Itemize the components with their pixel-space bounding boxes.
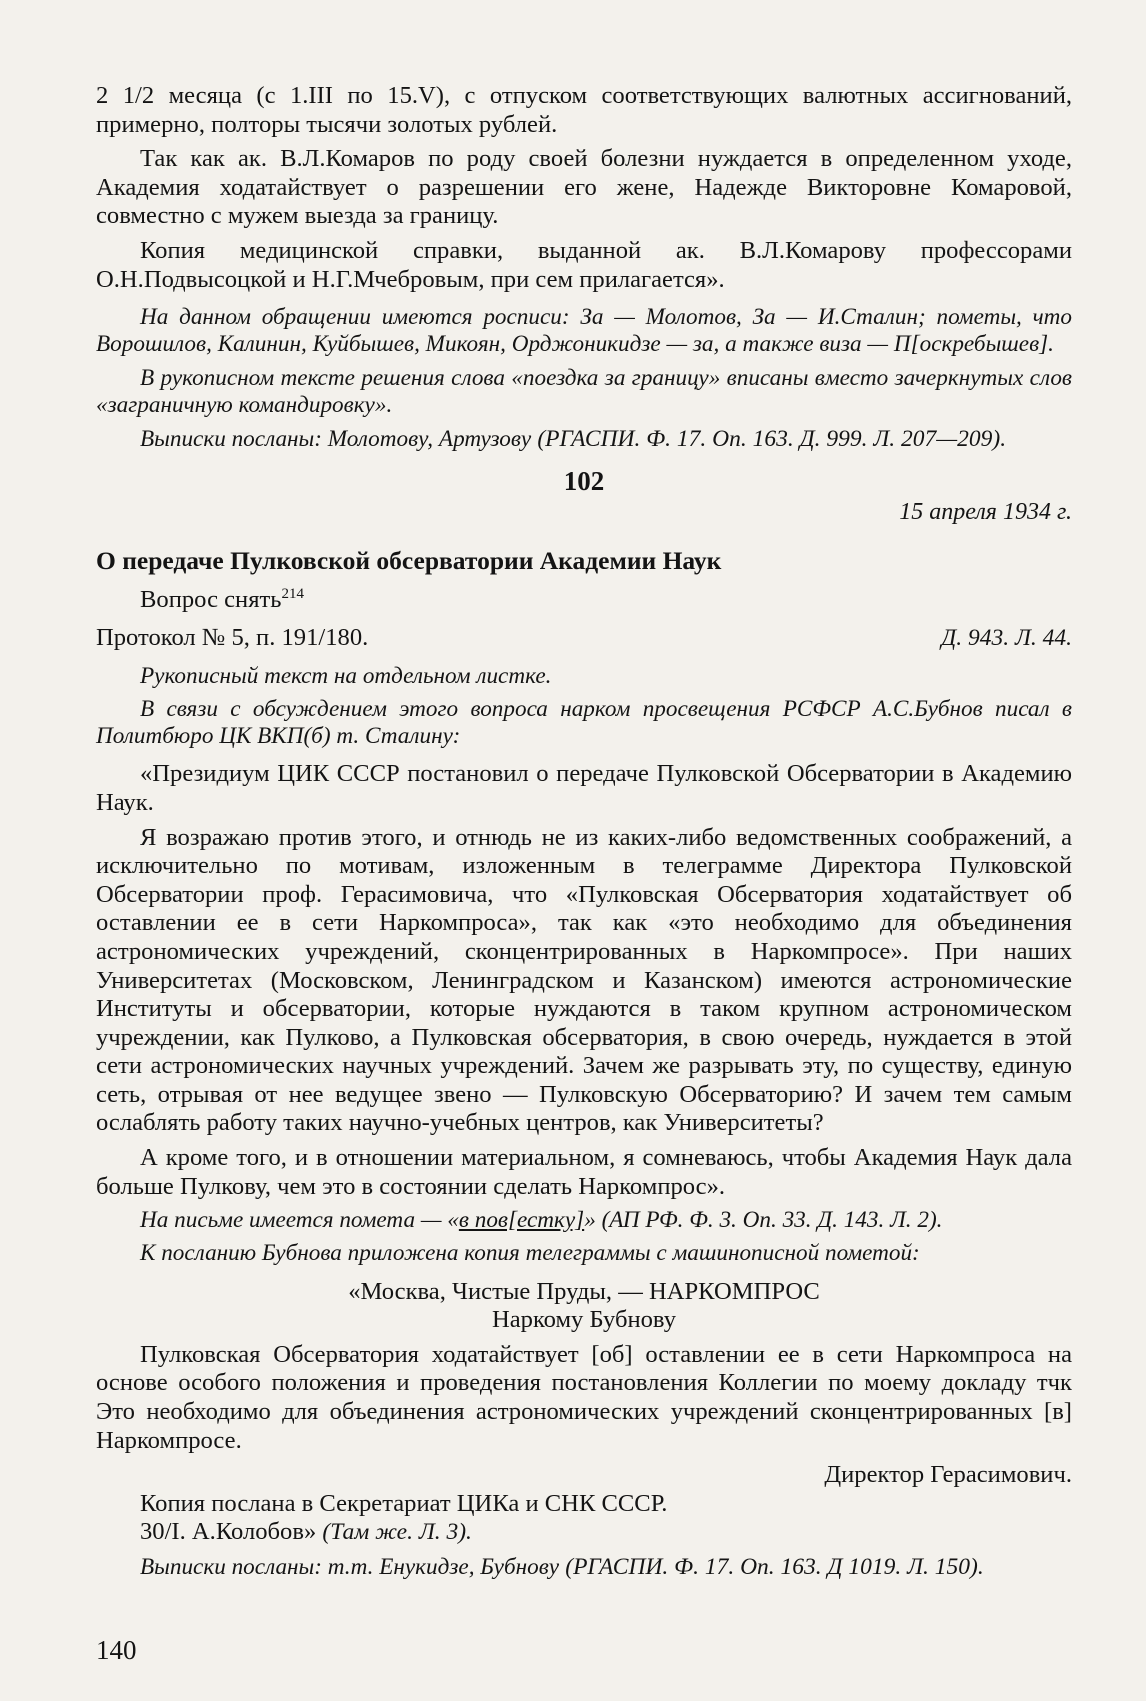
footnote-marker: 214 (281, 585, 304, 602)
archive-reference: (АП РФ. Ф. 3. Оп. 33. Д. 143. Л. 2). (601, 1207, 943, 1234)
letter-paragraph: Я возражаю против этого, и отнюдь не из каких-либо ведомственных соображений, а исключительно по мотивам, изложенным в телеграмме Директора Пулковской Обсерватории проф. Герасимовича, что «Пулковская Обсерватория ходатайствует об оставлении ее в сети Наркомпроса», так как «это необходимо для объединения астрономических учреждений, сконцентрированных в Наркомпросе». При наших Университетах (Московском, Ленинградском и Казанском) имеются астрономические Институты и обсерватории, которые нуждаются в таком крупном астрономическом учреждении, как Пулково, а Пулковская обсерватория, в свою очередь, нуждается в этой сети астрономических научных учреждений. Зачем же разрывать эту, по существу, единую сеть, отрывая от нее ведущее звено — Пулковскую Обсерваторию? И зачем тем самым ослаблять работу таких научно-учебных центров, как Университеты? (96, 823, 1072, 1137)
archive-reference: (Там же. Л. 3). (322, 1519, 472, 1546)
archival-note: К посланию Бубнова приложена копия телеграммы с машинописной пометой: (140, 1240, 920, 1267)
archival-note: В связи с обсуждением этого вопроса нарком просвещения РСФСР А.С.Бубнов писал в Политбюро ЦК ВКП(б) т. Сталину: (96, 695, 1072, 750)
archival-note: Рукописный текст на отдельном листке. (140, 662, 552, 689)
document-date: 15 апреля 1934 г. (899, 498, 1072, 525)
archive-reference: (РГАСПИ. Ф. 17. Оп. 163. Д 1019. Л. 150). (565, 1554, 984, 1581)
letter-paragraph: А кроме того, и в отношении материальном, я сомневаюсь, чтобы Академия Наук дала больше Пулкову, чем это в состоянии сделать Наркомпрос». (96, 1144, 1072, 1200)
protocol-reference: Д. 943. Л. 44. (941, 625, 1072, 652)
note-label: Выписки посланы: Молотову, Артузову (140, 425, 532, 452)
decision-text (96, 586, 1072, 615)
protocol-number: Протокол № 5, п. 191/180. (96, 624, 369, 652)
note-text: » (584, 1207, 596, 1234)
paragraph: Копия медицинской справки, выданной ак. В.Л.Комарову профессорами О.Н.Подвысоцкой и Н.Г.Мчебровым, при сем прилагается». (96, 236, 1072, 293)
letter-paragraph: «Президиум ЦИК СССР постановил о передаче Пулковской Обсерватории в Академию Наук. (96, 760, 1072, 816)
archival-note: На данном обращении имеются росписи: За — Молотов, За — И.Сталин; пометы, что Ворошилов, Калинин, Куйбышев, Микоян, Орджоникидзе — за, а также виза — П[оскребышев]. (96, 304, 1072, 358)
copy-note (96, 1518, 1072, 1547)
underlined-mark: в пов[естку] (458, 1207, 585, 1234)
telegram-address: «Москва, Чистые Пруды, — НАРКОМПРОС (348, 1277, 820, 1305)
document-title: О передаче Пулковской обсерватории Академии Наук (96, 545, 722, 575)
page-text (96, 82, 1072, 1582)
archive-reference: (РГАСПИ. Ф. 17. Оп. 163. Д. 999. Л. 207—209). (537, 425, 1007, 452)
note-text: На письме имеется помета — « (140, 1207, 459, 1234)
archival-note (96, 425, 1072, 454)
telegram-addressee: Наркому Бубнову (491, 1306, 677, 1334)
copy-note: Копия послана в Секретариат ЦИКа и СНК СССР. (140, 1489, 668, 1517)
archival-note (96, 1207, 1072, 1234)
protocol-line (96, 624, 1072, 653)
copy-sender: 30/I. А.Колобов» (140, 1518, 317, 1546)
archival-note: В рукописном тексте решения слова «поездка за границу» вписаны вместо зачеркнутых слов «заграничную командировку». (96, 364, 1072, 418)
decision-label: Вопрос снять (140, 585, 282, 613)
paragraph: Так как ак. В.Л.Комаров по роду своей болезни нуждается в определенном уходе, Академия ходатайствует о разрешении его жене, Надежде Викторовне Комаровой, совместно с мужем выезда за границу. (96, 145, 1072, 230)
paragraph: 2 1/2 месяца (с 1.III по 15.V), с отпуском соответствующих валютных ассигнований, примерно, полторы тысячи золотых рублей. (96, 82, 1072, 138)
note-label: Выписки посланы: т.т. Енукидзе, Бубнову (140, 1554, 560, 1581)
archival-note (96, 1553, 1072, 1582)
document-number: 102 (563, 465, 605, 496)
page-number: 140 (96, 1635, 137, 1665)
telegram-signature: Директор Герасимович. (824, 1461, 1072, 1489)
telegram-body: Пулковская Обсерватория ходатайствует [об] оставлении ее в сети Наркомпроса на основе особого положения и проведения постановления Коллегии по моему докладу тчк Это необходимо для объединения астрономических учреждений сконцентрированных [в] Наркомпросе. (96, 1340, 1072, 1454)
